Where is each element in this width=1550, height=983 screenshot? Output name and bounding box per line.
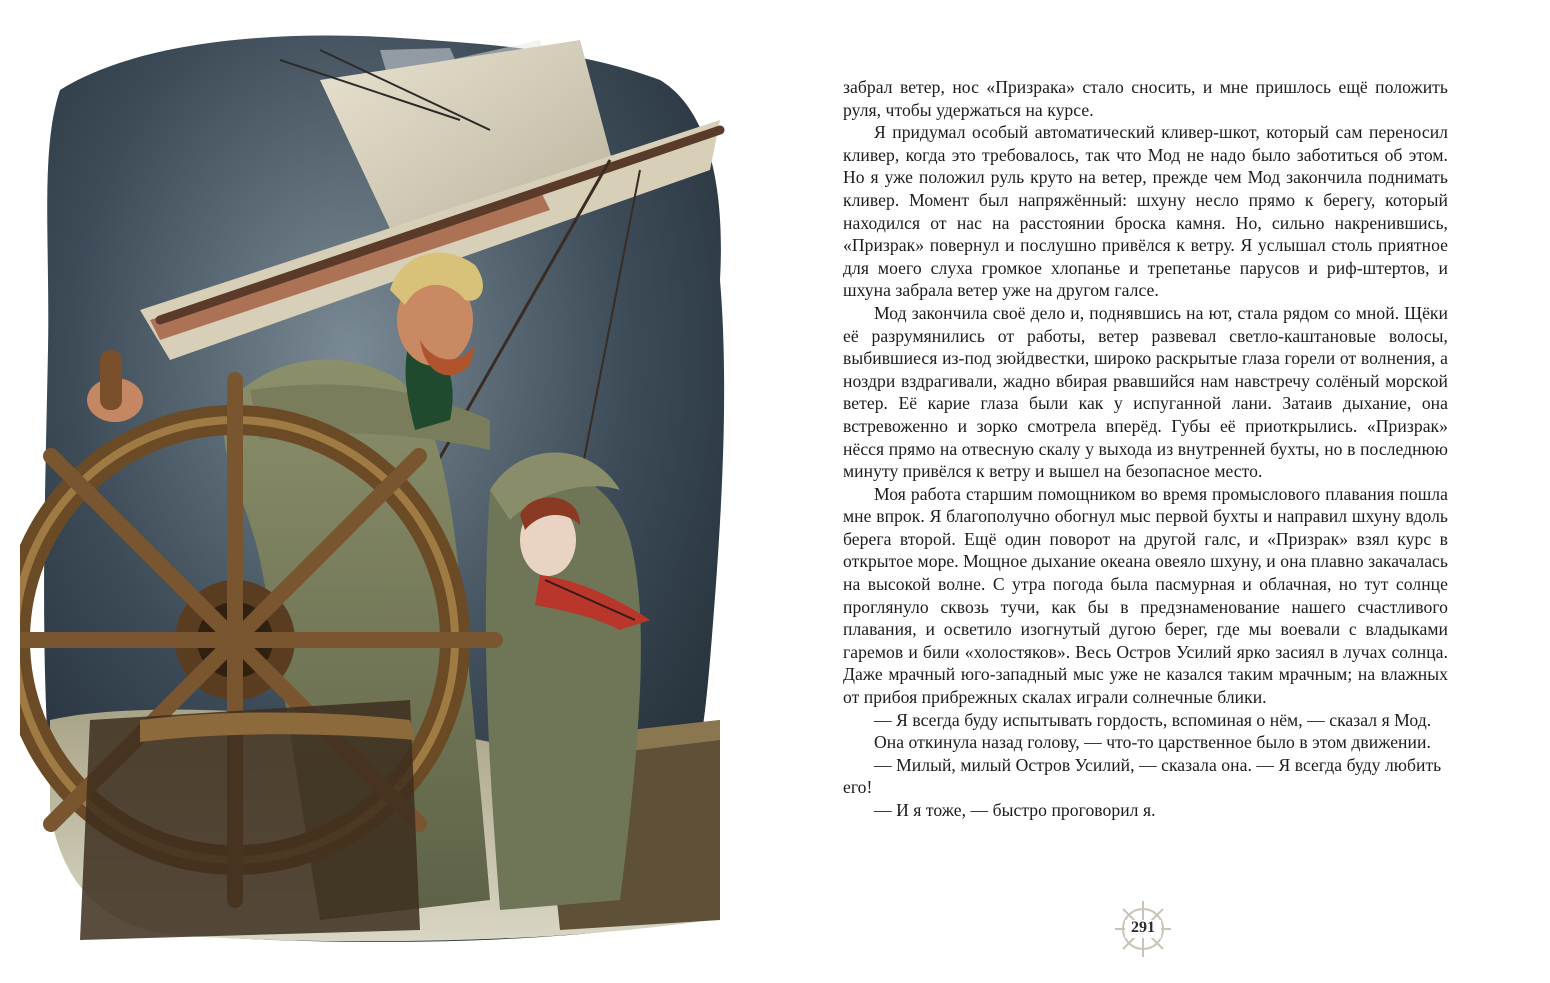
dialog-line: — Милый, милый Остров Усилий, — сказала она. — Я всегда буду любить его! [843,754,1442,798]
page-number: 291 [1131,919,1155,936]
paragraph: Моя работа старшим помощником во время промыслового плавания пошла мне впрок. Я благополучно обогнул мыс первой бухты и направил шхуну вдоль берега второй. Ещё один поворот на другой галс, и «Призрак» взял курс в открытое море. Мощное дыхание океана овеяло шхуну, и она плавно закачалась на высокой волне. С утра погода была пасмурная и облачная, но тут солнце проглянуло сквозь тучи, как бы в предзнаменование нашего счастливого плавания, и осветило изогнутый дугою берег, где мы воевали с владыками гаремов и били «холостяков». Весь Остров Усилий ярко засиял в лучах солнца. Даже мрачный юго-западный мыс уже не казался таким мрачным; на влажных от прибоя прибрежных скалах играли солнечные блики. [843,483,1448,708]
paragraph: Мод закончила своё дело и, поднявшись на ют, стала рядом со мной. Щёки её разрумянились от работы, ветер развевал светло-каштановые волосы, выбившиеся из-под зюйдвестки, широко раскрытые глаза горели от волнения, а ноздри вздрагивали, жадно вбирая рвавшийся нам навстречу солёный морской ветер. Её карие глаза были как у испуганной лани. Затаив дыхание, она встревоженно и зорко смотрела вперёд. Губы её приоткрылись. «Призрак» нёсся прямо на отвесную скалу у выхода из внутренней бухты, но в последнюю минуту привёлся к ветру и вышел на безопасное место. [843,302,1448,482]
paragraph: забрал ветер, нос «Призрака» стало сносить, и мне пришлось ещё положить руля, чтобы удержаться на курсе. [843,77,1448,120]
ship-helm-illustration [20,20,740,950]
text-column [843,76,1448,822]
dialog-line: — И я тоже, — быстро проговорил я. [874,800,1156,820]
paragraph: Я придумал особый автоматический кливер-шкот, который сам переносил кливер, когда это требовалось, так что Мод не надо было заботиться об этом. Но я уже положил руль круто на ветер, прежде чем Мод закончила поднимать кливер. Момент был напряжённый: шхуну несло прямо к берегу, который находился от нас на расстоянии броска камня. Но, сильно накренившись, «Призрак» повернул и послушно привёлся к ветру. Я услышал столь приятное для моего слуха громкое хлопанье и трепетанье парусов и риф-штертов, и шхуна забрала ветер уже на другом галсе. [843,122,1448,301]
page-number-ornament [1103,900,1183,958]
dialog-line: — Я всегда буду испытывать гордость, вспоминая о нём, — сказал я Мод. [874,709,1432,730]
dialog-line: Она откинула назад голову, — что-то царственное было в этом движении. [874,732,1431,753]
